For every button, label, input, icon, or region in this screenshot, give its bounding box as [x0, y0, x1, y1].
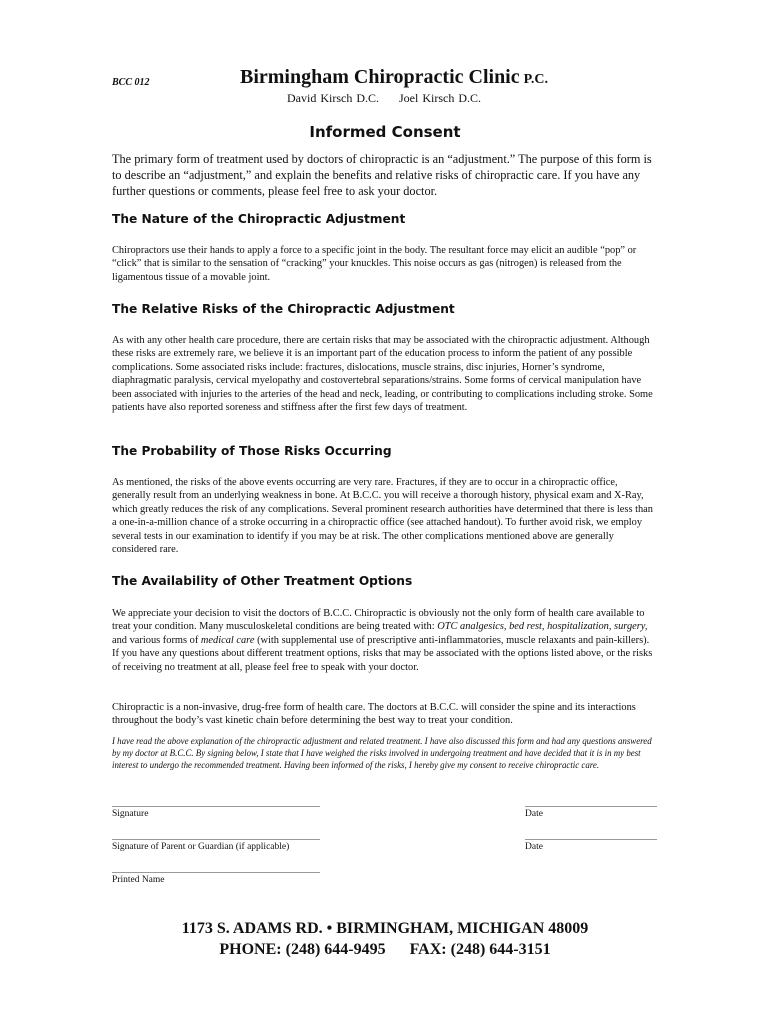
options-text-a: We appreciate your decision to visit the doctors of B.C.C. Chiropractic is obviously not the only form of health care available to treat your condition. Many musculoskeletal conditions are being treated with: [112, 608, 645, 633]
page-title: Informed Consent [309, 123, 461, 141]
printed-name-line[interactable] [112, 872, 320, 873]
section-heading-nature: The Nature of the Chiropractic Adjustment [112, 212, 406, 226]
footer-phone-fax: PHONE: (248) 644-9495 FAX: (248) 644-3151 [219, 941, 551, 958]
form-code: BCC 012 [112, 77, 150, 88]
section-body-risks: As with any other health care procedure, there are certain risks that may be associated with the chiropractic adjustment. Although these risks are extremely rare, we believe it is an important part of the education process to inform the patient of any possible complications. Some associated risks include: fractures, dislocations, muscle strains, disc injuries, Horner’s syndrome, diaphragmatic paralysis, cervical myelopathy and costovertebral separations/strains. Some forms of cervical manipulation have been associated with injuries to the arteries of the head and neck, leading, or contributing to complications including stroke. Some patients have also reported soreness and stiffness after the first few days of treatment. [112, 335, 653, 414]
section-body-nature: Chiropractors use their hands to apply a force to a specific joint in the body. The resultant force may elicit an audible “pop” or “click” that is similar to the sensation of “cracking” your knuckles. This noise occurs as gas (nitrogen) is released from the ligamentous tissue of a movable joint. [112, 245, 637, 283]
section-heading-probability: The Probability of Those Risks Occurring [112, 444, 392, 458]
clinic-name: Birmingham Chiropractic Clinic [240, 66, 520, 88]
guardian-signature-label: Signature of Parent or Guardian (if applicable) [112, 842, 290, 852]
signature-label: Signature [112, 809, 149, 819]
guardian-signature-line[interactable] [112, 839, 320, 840]
clinic-name-block [240, 66, 548, 89]
section-body-options [112, 607, 657, 674]
doctor-2: Joel Kirsch D.C. [399, 91, 481, 105]
date-line-2[interactable] [525, 839, 657, 840]
section-body-probability: As mentioned, the risks of the above events occurring are very rare. Fractures, if they are to occur in a chiropractic office, generally result from an underlying weakness in bone. At B.C.C. you will receive a thorough history, physical exam and X-Ray, which greatly reduces the risk of any complications. Several prominent research authorities have determined that there is less than a one-in-a-million chance of a stroke occurring in a chiropractic office (see attached handout). To further avoid risk, we employ several tests in our examination to identify if you may be at risk. The other complications mentioned above are generally considered rare. [112, 477, 653, 556]
signature-line[interactable] [112, 806, 320, 807]
consent-statement: I have read the above explanation of the chiropractic adjustment and related treatment. I have also discussed this form and had any questions answered by my doctor at B.C.C. By signing below, I state that I have weighed the risks involved in undergoing treatment and have decided that it is in my best interest to undergo the recommended treatment. Having been informed of the risks, I hereby give my consent to receive chiropractic care. [112, 736, 652, 771]
date-label-1: Date [525, 809, 543, 819]
section-heading-risks: The Relative Risks of the Chiropractic Adjustment [112, 302, 455, 316]
section-body-options-2: Chiropractic is a non-invasive, drug-free form of health care. The doctors at B.C.C. will consider the spine and its interactions throughout the body’s vast kinetic chain before determining the best way to treat your condition. [112, 702, 636, 727]
date-label-2: Date [525, 842, 543, 852]
clinic-suffix: P.C. [523, 72, 549, 87]
date-line-1[interactable] [525, 806, 657, 807]
options-text-italic-1: OTC analgesics, bed rest, hospitalization, surgery, [437, 621, 648, 633]
doctors-line [287, 91, 481, 106]
options-text-c: (with supplemental use of prescriptive anti-inflammatories, muscle relaxants and pain-killers). If you have any questions about different treatment options, risks that may be associated with the options listed above, or the risks of receiving no treatment at all, please feel free to speak with your doctor. [112, 634, 653, 673]
intro-paragraph: The primary form of treatment used by doctors of chiropractic is an “adjustment.” The purpose of this form is to describe an “adjustment,” and explain the benefits and relative risks of chiropractic care. If you have any further questions or comments, please feel free to ask your doctor. [112, 152, 652, 198]
options-text-b: and various forms of [112, 634, 201, 646]
printed-name-label: Printed Name [112, 875, 165, 885]
footer-address: 1173 S. ADAMS RD. • BIRMINGHAM, MICHIGAN 48009 [181, 920, 589, 937]
doctor-1: David Kirsch D.C. [287, 91, 379, 105]
options-text-italic-2: medical care [200, 634, 255, 646]
section-heading-options: The Availability of Other Treatment Options [112, 574, 413, 588]
